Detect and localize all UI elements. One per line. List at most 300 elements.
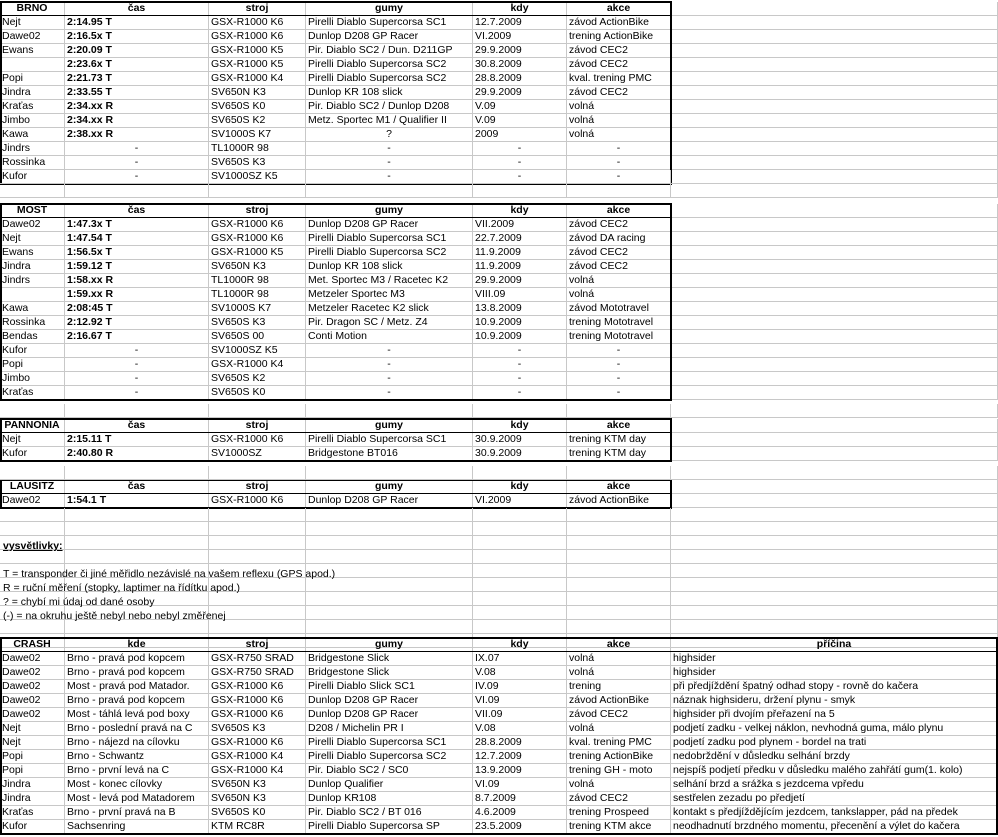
most-cell-time[interactable]: 1:47.3x T <box>65 218 209 232</box>
crash-cell-rider[interactable]: Dawe02 <box>0 694 65 708</box>
crash-cell-date[interactable]: IX.07 <box>473 652 567 666</box>
most-cell-tyres[interactable]: Dunlop D208 GP Racer <box>306 218 473 232</box>
most-cell-tyres[interactable]: Pirelli Diablo Supercorsa SC1 <box>306 232 473 246</box>
brno-cell-event[interactable]: - <box>567 156 671 170</box>
most-cell-rider[interactable]: Bendas <box>0 330 65 344</box>
empty-cell[interactable] <box>671 564 998 578</box>
empty-cell[interactable] <box>306 508 473 522</box>
empty-cell[interactable] <box>671 232 998 246</box>
crash-header-bike[interactable]: stroj <box>209 638 306 652</box>
crash-cell-cause[interactable]: nejspíš podjetí předku v důsledku malého zahřátí gum(1. kolo) <box>671 764 998 778</box>
most-header-event[interactable]: akce <box>567 204 671 218</box>
crash-cell-cause[interactable]: highsider při dvojím přeřazení na 5 <box>671 708 998 722</box>
empty-cell[interactable] <box>671 114 998 128</box>
brno-cell-tyres[interactable]: - <box>306 156 473 170</box>
brno-cell-time[interactable]: 2:21.73 T <box>65 72 209 86</box>
crash-cell-rider[interactable]: Kufor <box>0 820 65 834</box>
empty-cell[interactable] <box>671 100 998 114</box>
brno-cell-rider[interactable]: Popi <box>0 72 65 86</box>
crash-cell-event[interactable]: kval. trening PMC <box>567 736 671 750</box>
empty-cell[interactable] <box>567 508 671 522</box>
most-cell-time[interactable]: - <box>65 386 209 400</box>
empty-cell[interactable] <box>473 578 567 592</box>
empty-cell[interactable] <box>567 170 671 184</box>
empty-cell[interactable] <box>209 184 306 198</box>
crash-cell-bike[interactable]: GSX-R1000 K6 <box>209 708 306 722</box>
empty-cell[interactable] <box>671 156 998 170</box>
empty-cell[interactable] <box>567 550 671 564</box>
crash-cell-bike[interactable]: SV650S K3 <box>209 722 306 736</box>
most-cell-date[interactable]: 10.9.2009 <box>473 316 567 330</box>
empty-cell[interactable] <box>671 550 998 564</box>
empty-cell[interactable] <box>671 522 998 536</box>
empty-cell[interactable] <box>306 466 473 480</box>
brno-cell-rider[interactable]: Jindra <box>0 86 65 100</box>
brno-cell-bike[interactable]: GSX-R1000 K5 <box>209 44 306 58</box>
empty-cell[interactable] <box>671 58 998 72</box>
brno-cell-tyres[interactable]: Pirelli Diablo Supercorsa SC2 <box>306 58 473 72</box>
crash-cell-event[interactable]: trening Prospeed <box>567 806 671 820</box>
crash-header-time[interactable]: kde <box>65 638 209 652</box>
most-cell-rider[interactable]: Kraťas <box>0 386 65 400</box>
most-cell-rider[interactable]: Dawe02 <box>0 218 65 232</box>
most-cell-date[interactable]: 10.9.2009 <box>473 330 567 344</box>
most-cell-event[interactable]: - <box>567 372 671 386</box>
crash-cell-bike[interactable]: GSX-R1000 K6 <box>209 680 306 694</box>
pannonia-cell-event[interactable]: trening KTM day <box>567 433 671 447</box>
empty-cell[interactable] <box>473 522 567 536</box>
empty-cell[interactable] <box>0 466 65 480</box>
empty-cell[interactable] <box>671 606 998 620</box>
empty-cell[interactable] <box>473 606 567 620</box>
empty-cell[interactable] <box>671 142 998 156</box>
most-cell-date[interactable]: 13.8.2009 <box>473 302 567 316</box>
empty-cell[interactable] <box>65 404 209 418</box>
empty-cell[interactable] <box>671 260 998 274</box>
empty-cell[interactable] <box>567 522 671 536</box>
crash-cell-cause[interactable]: podjetí zadku - velkej náklon, nevhodná guma, málo plynu <box>671 722 998 736</box>
crash-cell-rider[interactable]: Popi <box>0 750 65 764</box>
most-header-time[interactable]: čas <box>65 204 209 218</box>
crash-cell-rider[interactable]: Dawe02 <box>0 680 65 694</box>
most-cell-time[interactable]: 2:16.67 T <box>65 330 209 344</box>
brno-cell-event[interactable]: závod ActionBike <box>567 16 671 30</box>
brno-cell-time[interactable]: - <box>65 142 209 156</box>
empty-cell[interactable] <box>671 404 998 418</box>
brno-cell-event[interactable]: - <box>567 142 671 156</box>
crash-cell-cause[interactable]: neodhadnutí brzdného momentu, přecenění a výlet do kačera <box>671 820 998 834</box>
most-cell-tyres[interactable]: - <box>306 344 473 358</box>
most-cell-bike[interactable]: SV650S K0 <box>209 386 306 400</box>
empty-cell[interactable] <box>209 522 306 536</box>
crash-cell-date[interactable]: V.08 <box>473 666 567 680</box>
empty-cell[interactable] <box>671 480 998 494</box>
empty-cell[interactable] <box>473 550 567 564</box>
brno-cell-event[interactable]: závod CEC2 <box>567 44 671 58</box>
crash-cell-tyres[interactable]: Bridgestone Slick <box>306 666 473 680</box>
empty-cell[interactable] <box>671 358 998 372</box>
empty-cell[interactable] <box>0 170 65 184</box>
most-cell-time[interactable]: - <box>65 372 209 386</box>
most-cell-date[interactable]: - <box>473 386 567 400</box>
empty-cell[interactable] <box>671 184 998 198</box>
brno-cell-bike[interactable]: GSX-R1000 K6 <box>209 30 306 44</box>
brno-cell-event[interactable]: volná <box>567 114 671 128</box>
empty-cell[interactable] <box>671 30 998 44</box>
crash-cell-event[interactable]: volná <box>567 778 671 792</box>
most-cell-date[interactable]: - <box>473 358 567 372</box>
crash-cell-rider[interactable]: Nejt <box>0 736 65 750</box>
crash-cell-date[interactable]: 12.7.2009 <box>473 750 567 764</box>
most-cell-event[interactable]: závod CEC2 <box>567 260 671 274</box>
crash-cell-rider[interactable]: Nejt <box>0 722 65 736</box>
crash-cell-cause[interactable]: při předjíždění špatný odhad stopy - rovně do kačera <box>671 680 998 694</box>
brno-cell-tyres[interactable]: Dunlop D208 GP Racer <box>306 30 473 44</box>
crash-cell-tyres[interactable]: Dunlop D208 GP Racer <box>306 708 473 722</box>
empty-cell[interactable] <box>671 44 998 58</box>
brno-cell-date[interactable]: V.09 <box>473 114 567 128</box>
pannonia-header-bike[interactable]: stroj <box>209 419 306 433</box>
empty-cell[interactable] <box>671 274 998 288</box>
most-cell-tyres[interactable]: - <box>306 386 473 400</box>
brno-cell-event[interactable]: trening ActionBike <box>567 30 671 44</box>
empty-cell[interactable] <box>671 170 998 184</box>
empty-cell[interactable] <box>671 330 998 344</box>
most-cell-rider[interactable]: Rossinka <box>0 316 65 330</box>
empty-cell[interactable] <box>306 184 473 198</box>
brno-cell-date[interactable]: 12.7.2009 <box>473 16 567 30</box>
most-cell-rider[interactable]: Jindra <box>0 260 65 274</box>
empty-cell[interactable] <box>671 372 998 386</box>
brno-cell-event[interactable]: - <box>567 170 671 184</box>
empty-cell[interactable] <box>306 550 473 564</box>
empty-cell[interactable] <box>671 536 998 550</box>
crash-cell-date[interactable]: 13.9.2009 <box>473 764 567 778</box>
empty-cell[interactable] <box>567 536 671 550</box>
empty-cell[interactable] <box>671 246 998 260</box>
empty-cell[interactable] <box>671 218 998 232</box>
crash-cell-cause[interactable]: highsider <box>671 652 998 666</box>
crash-cell-bike[interactable]: GSX-R750 SRAD <box>209 666 306 680</box>
empty-cell[interactable] <box>306 606 473 620</box>
crash-cell-bike[interactable]: GSX-R1000 K4 <box>209 764 306 778</box>
empty-cell[interactable] <box>473 620 567 634</box>
empty-cell[interactable] <box>65 466 209 480</box>
most-cell-rider[interactable]: Ewans <box>0 246 65 260</box>
brno-cell-time[interactable]: 2:34.xx R <box>65 114 209 128</box>
most-cell-event[interactable]: závod DA racing <box>567 232 671 246</box>
empty-cell[interactable] <box>473 404 567 418</box>
brno-cell-rider[interactable]: Kufor <box>0 170 65 184</box>
brno-cell-bike[interactable]: GSX-R1000 K5 <box>209 58 306 72</box>
crash-cell-date[interactable]: 4.6.2009 <box>473 806 567 820</box>
brno-cell-tyres[interactable]: - <box>306 170 473 184</box>
empty-cell[interactable] <box>209 404 306 418</box>
most-cell-event[interactable]: - <box>567 358 671 372</box>
brno-cell-date[interactable]: VI.2009 <box>473 30 567 44</box>
most-cell-time[interactable]: 2:08:45 T <box>65 302 209 316</box>
most-cell-date[interactable]: 22.7.2009 <box>473 232 567 246</box>
most-header-bike[interactable]: stroj <box>209 204 306 218</box>
most-cell-bike[interactable]: SV650S 00 <box>209 330 306 344</box>
pannonia-cell-rider[interactable]: Nejt <box>0 433 65 447</box>
pannonia-header-event[interactable]: akce <box>567 419 671 433</box>
brno-cell-date[interactable]: 28.8.2009 <box>473 72 567 86</box>
most-cell-event[interactable]: - <box>567 344 671 358</box>
brno-cell-bike[interactable]: SV650S K3 <box>209 156 306 170</box>
crash-cell-bike[interactable]: SV650S K0 <box>209 806 306 820</box>
pannonia-cell-time[interactable]: 2:40.80 R <box>65 447 209 461</box>
most-cell-time[interactable]: 1:58.xx R <box>65 274 209 288</box>
most-header-tyres[interactable]: gumy <box>306 204 473 218</box>
brno-cell-tyres[interactable]: - <box>306 142 473 156</box>
crash-cell-event[interactable]: trening ActionBike <box>567 750 671 764</box>
crash-cell-cause[interactable]: highsider <box>671 666 998 680</box>
most-cell-time[interactable]: 1:59.xx R <box>65 288 209 302</box>
most-cell-bike[interactable]: GSX-R1000 K6 <box>209 218 306 232</box>
empty-cell[interactable] <box>65 184 209 198</box>
brno-cell-bike[interactable]: SV650S K0 <box>209 100 306 114</box>
crash-cell-bike[interactable]: GSX-R750 SRAD <box>209 652 306 666</box>
most-cell-date[interactable]: VIII.09 <box>473 288 567 302</box>
crash-cell-time[interactable]: Brno - nájezd na cílovku <box>65 736 209 750</box>
empty-cell[interactable] <box>671 2 998 16</box>
brno-cell-rider[interactable]: Kraťas <box>0 100 65 114</box>
empty-cell[interactable] <box>671 86 998 100</box>
empty-cell[interactable] <box>671 466 998 480</box>
crash-cell-bike[interactable]: GSX-R1000 K4 <box>209 750 306 764</box>
empty-cell[interactable] <box>671 386 998 400</box>
lausitz-header-rider[interactable]: LAUSITZ <box>0 480 65 494</box>
crash-cell-tyres[interactable]: D208 / Michelin PR I <box>306 722 473 736</box>
crash-cell-bike[interactable]: SV650N K3 <box>209 792 306 806</box>
most-cell-rider[interactable]: Popi <box>0 358 65 372</box>
brno-cell-time[interactable]: 2:34.xx R <box>65 100 209 114</box>
brno-cell-time[interactable]: - <box>65 156 209 170</box>
lausitz-cell-event[interactable]: závod ActionBike <box>567 494 671 508</box>
empty-cell[interactable] <box>65 536 209 550</box>
empty-cell[interactable] <box>671 592 998 606</box>
pannonia-cell-tyres[interactable]: Pirelli Diablo Supercorsa SC1 <box>306 433 473 447</box>
brno-cell-bike[interactable]: SV650N K3 <box>209 86 306 100</box>
lausitz-header-date[interactable]: kdy <box>473 480 567 494</box>
brno-cell-date[interactable]: 2009 <box>473 128 567 142</box>
crash-cell-rider[interactable]: Jindra <box>0 778 65 792</box>
brno-cell-rider[interactable]: Jindrs <box>0 142 65 156</box>
empty-cell[interactable] <box>567 184 671 198</box>
brno-cell-time[interactable]: 2:23.6x T <box>65 58 209 72</box>
brno-cell-date[interactable]: - <box>473 142 567 156</box>
brno-cell-time[interactable]: 2:20.09 T <box>65 44 209 58</box>
brno-cell-bike[interactable]: GSX-R1000 K4 <box>209 72 306 86</box>
empty-cell[interactable] <box>671 16 998 30</box>
empty-cell[interactable] <box>567 404 671 418</box>
crash-cell-rider[interactable]: Popi <box>0 764 65 778</box>
empty-cell[interactable] <box>65 522 209 536</box>
brno-header-date[interactable]: kdy <box>473 2 567 16</box>
crash-cell-tyres[interactable]: Pir. Diablo SC2 / SC0 <box>306 764 473 778</box>
most-cell-tyres[interactable]: Conti Motion <box>306 330 473 344</box>
most-cell-rider[interactable] <box>0 288 65 302</box>
crash-cell-bike[interactable]: GSX-R1000 K6 <box>209 694 306 708</box>
crash-cell-time[interactable]: Most - konec cílovky <box>65 778 209 792</box>
most-cell-rider[interactable]: Nejt <box>0 232 65 246</box>
crash-cell-date[interactable]: IV.09 <box>473 680 567 694</box>
lausitz-cell-rider[interactable]: Dawe02 <box>0 494 65 508</box>
empty-cell[interactable] <box>306 170 473 184</box>
brno-cell-bike[interactable]: SV1000S K7 <box>209 128 306 142</box>
empty-cell[interactable] <box>65 170 209 184</box>
most-cell-tyres[interactable]: Metzeler Racetec K2 slick <box>306 302 473 316</box>
empty-cell[interactable] <box>306 620 473 634</box>
crash-cell-date[interactable]: VI.09 <box>473 778 567 792</box>
crash-cell-cause[interactable]: kontakt s předjíždějícím jezdcem, tankslapper, pád na předek <box>671 806 998 820</box>
brno-cell-rider[interactable]: Jimbo <box>0 114 65 128</box>
brno-header-rider[interactable]: BRNO <box>0 2 65 16</box>
most-cell-bike[interactable]: TL1000R 98 <box>209 274 306 288</box>
empty-cell[interactable] <box>209 466 306 480</box>
brno-cell-date[interactable]: - <box>473 156 567 170</box>
empty-cell[interactable] <box>671 302 998 316</box>
pannonia-header-date[interactable]: kdy <box>473 419 567 433</box>
most-cell-bike[interactable]: SV1000S K7 <box>209 302 306 316</box>
pannonia-cell-time[interactable]: 2:15.11 T <box>65 433 209 447</box>
most-cell-date[interactable]: - <box>473 344 567 358</box>
crash-header-event[interactable]: akce <box>567 638 671 652</box>
crash-cell-event[interactable]: závod ActionBike <box>567 694 671 708</box>
most-cell-event[interactable]: trening Mototravel <box>567 330 671 344</box>
crash-cell-cause[interactable]: sestřelen zezadu po předjetí <box>671 792 998 806</box>
crash-cell-date[interactable]: 28.8.2009 <box>473 736 567 750</box>
crash-cell-tyres[interactable]: Pirelli Diablo Supercorsa SP <box>306 820 473 834</box>
crash-cell-cause[interactable]: podjetí zadku pod plynem - bordel na trati <box>671 736 998 750</box>
most-cell-bike[interactable]: TL1000R 98 <box>209 288 306 302</box>
empty-cell[interactable] <box>671 72 998 86</box>
empty-cell[interactable] <box>209 508 306 522</box>
crash-header-cause[interactable]: příčina <box>671 638 998 652</box>
crash-cell-tyres[interactable]: Pirelli Diablo Slick SC1 <box>306 680 473 694</box>
crash-cell-time[interactable]: Most - pravá pod Matador. <box>65 680 209 694</box>
empty-cell[interactable] <box>671 419 998 433</box>
crash-cell-time[interactable]: Brno - poslední pravá na C <box>65 722 209 736</box>
crash-cell-tyres[interactable]: Dunlop KR108 <box>306 792 473 806</box>
crash-cell-time[interactable]: Brno - první levá na C <box>65 764 209 778</box>
crash-cell-cause[interactable]: nedobrždění v důsledku selhání brzdy <box>671 750 998 764</box>
empty-cell[interactable] <box>567 606 671 620</box>
empty-cell[interactable] <box>473 170 567 184</box>
pannonia-header-rider[interactable]: PANNONIA <box>0 419 65 433</box>
empty-cell[interactable] <box>473 466 567 480</box>
crash-cell-event[interactable]: závod CEC2 <box>567 708 671 722</box>
brno-cell-tyres[interactable]: Pirelli Diablo Supercorsa SC1 <box>306 16 473 30</box>
most-cell-time[interactable]: - <box>65 358 209 372</box>
crash-cell-time[interactable]: Brno - pravá pod kopcem <box>65 694 209 708</box>
brno-cell-time[interactable]: 2:16.5x T <box>65 30 209 44</box>
empty-cell[interactable] <box>0 184 65 198</box>
most-cell-date[interactable]: - <box>473 372 567 386</box>
most-cell-tyres[interactable]: Dunlop KR 108 slick <box>306 260 473 274</box>
brno-cell-date[interactable]: - <box>473 170 567 184</box>
brno-cell-date[interactable]: 29.9.2009 <box>473 86 567 100</box>
brno-cell-rider[interactable]: Kawa <box>0 128 65 142</box>
brno-header-time[interactable]: čas <box>65 2 209 16</box>
most-cell-tyres[interactable]: - <box>306 372 473 386</box>
pannonia-cell-bike[interactable]: SV1000SZ <box>209 447 306 461</box>
brno-cell-event[interactable]: volná <box>567 128 671 142</box>
empty-cell[interactable] <box>671 508 998 522</box>
most-header-rider[interactable]: MOST <box>0 204 65 218</box>
brno-cell-event[interactable]: závod CEC2 <box>567 58 671 72</box>
empty-cell[interactable] <box>0 522 65 536</box>
most-cell-event[interactable]: trening Mototravel <box>567 316 671 330</box>
empty-cell[interactable] <box>671 344 998 358</box>
crash-cell-tyres[interactable]: Pirelli Diablo Supercorsa SC1 <box>306 736 473 750</box>
brno-cell-bike[interactable]: SV650S K2 <box>209 114 306 128</box>
empty-cell[interactable] <box>567 578 671 592</box>
crash-cell-rider[interactable]: Kraťas <box>0 806 65 820</box>
crash-cell-date[interactable]: 23.5.2009 <box>473 820 567 834</box>
brno-cell-bike[interactable]: GSX-R1000 K6 <box>209 16 306 30</box>
most-cell-event[interactable]: volná <box>567 288 671 302</box>
empty-cell[interactable] <box>567 564 671 578</box>
crash-cell-time[interactable]: Most - levá pod Matadorem <box>65 792 209 806</box>
most-cell-bike[interactable]: SV650S K2 <box>209 372 306 386</box>
brno-cell-time[interactable]: - <box>65 170 209 184</box>
crash-cell-time[interactable]: Brno - Schwantz <box>65 750 209 764</box>
crash-cell-event[interactable]: volná <box>567 666 671 680</box>
most-cell-rider[interactable]: Jimbo <box>0 372 65 386</box>
crash-cell-rider[interactable]: Dawe02 <box>0 708 65 722</box>
empty-cell[interactable] <box>671 578 998 592</box>
crash-cell-date[interactable]: VII.09 <box>473 708 567 722</box>
crash-cell-rider[interactable]: Dawe02 <box>0 652 65 666</box>
pannonia-cell-rider[interactable]: Kufor <box>0 447 65 461</box>
crash-header-rider[interactable]: CRASH <box>0 638 65 652</box>
brno-cell-time[interactable]: 2:33.55 T <box>65 86 209 100</box>
most-cell-event[interactable]: závod CEC2 <box>567 218 671 232</box>
crash-cell-event[interactable]: závod CEC2 <box>567 792 671 806</box>
brno-cell-tyres[interactable]: Pir. Diablo SC2 / Dunlop D208 <box>306 100 473 114</box>
crash-cell-cause[interactable]: náznak highsideru, držení plynu - smyk <box>671 694 998 708</box>
most-cell-date[interactable]: 29.9.2009 <box>473 274 567 288</box>
brno-cell-event[interactable]: kval. trening PMC <box>567 72 671 86</box>
most-cell-event[interactable]: - <box>567 386 671 400</box>
empty-cell[interactable] <box>671 128 998 142</box>
empty-cell[interactable] <box>671 204 998 218</box>
pannonia-header-tyres[interactable]: gumy <box>306 419 473 433</box>
crash-cell-event[interactable]: trening KTM akce <box>567 820 671 834</box>
crash-cell-bike[interactable]: GSX-R1000 K6 <box>209 736 306 750</box>
lausitz-cell-tyres[interactable]: Dunlop D208 GP Racer <box>306 494 473 508</box>
crash-cell-time[interactable]: Brno - pravá pod kopcem <box>65 666 209 680</box>
most-cell-date[interactable]: VII.2009 <box>473 218 567 232</box>
brno-header-tyres[interactable]: gumy <box>306 2 473 16</box>
empty-cell[interactable] <box>567 466 671 480</box>
brno-cell-tyres[interactable]: Dunlop KR 108 slick <box>306 86 473 100</box>
empty-cell[interactable] <box>473 564 567 578</box>
pannonia-cell-bike[interactable]: GSX-R1000 K6 <box>209 433 306 447</box>
lausitz-cell-bike[interactable]: GSX-R1000 K6 <box>209 494 306 508</box>
crash-cell-tyres[interactable]: Bridgestone Slick <box>306 652 473 666</box>
brno-cell-event[interactable]: volná <box>567 100 671 114</box>
empty-cell[interactable] <box>0 508 65 522</box>
brno-cell-rider[interactable]: Rossinka <box>0 156 65 170</box>
crash-cell-tyres[interactable]: Pirelli Diablo Supercorsa SC2 <box>306 750 473 764</box>
crash-cell-date[interactable]: VI.09 <box>473 694 567 708</box>
crash-cell-event[interactable]: volná <box>567 722 671 736</box>
crash-cell-bike[interactable]: KTM RC8R <box>209 820 306 834</box>
empty-cell[interactable] <box>671 620 998 634</box>
